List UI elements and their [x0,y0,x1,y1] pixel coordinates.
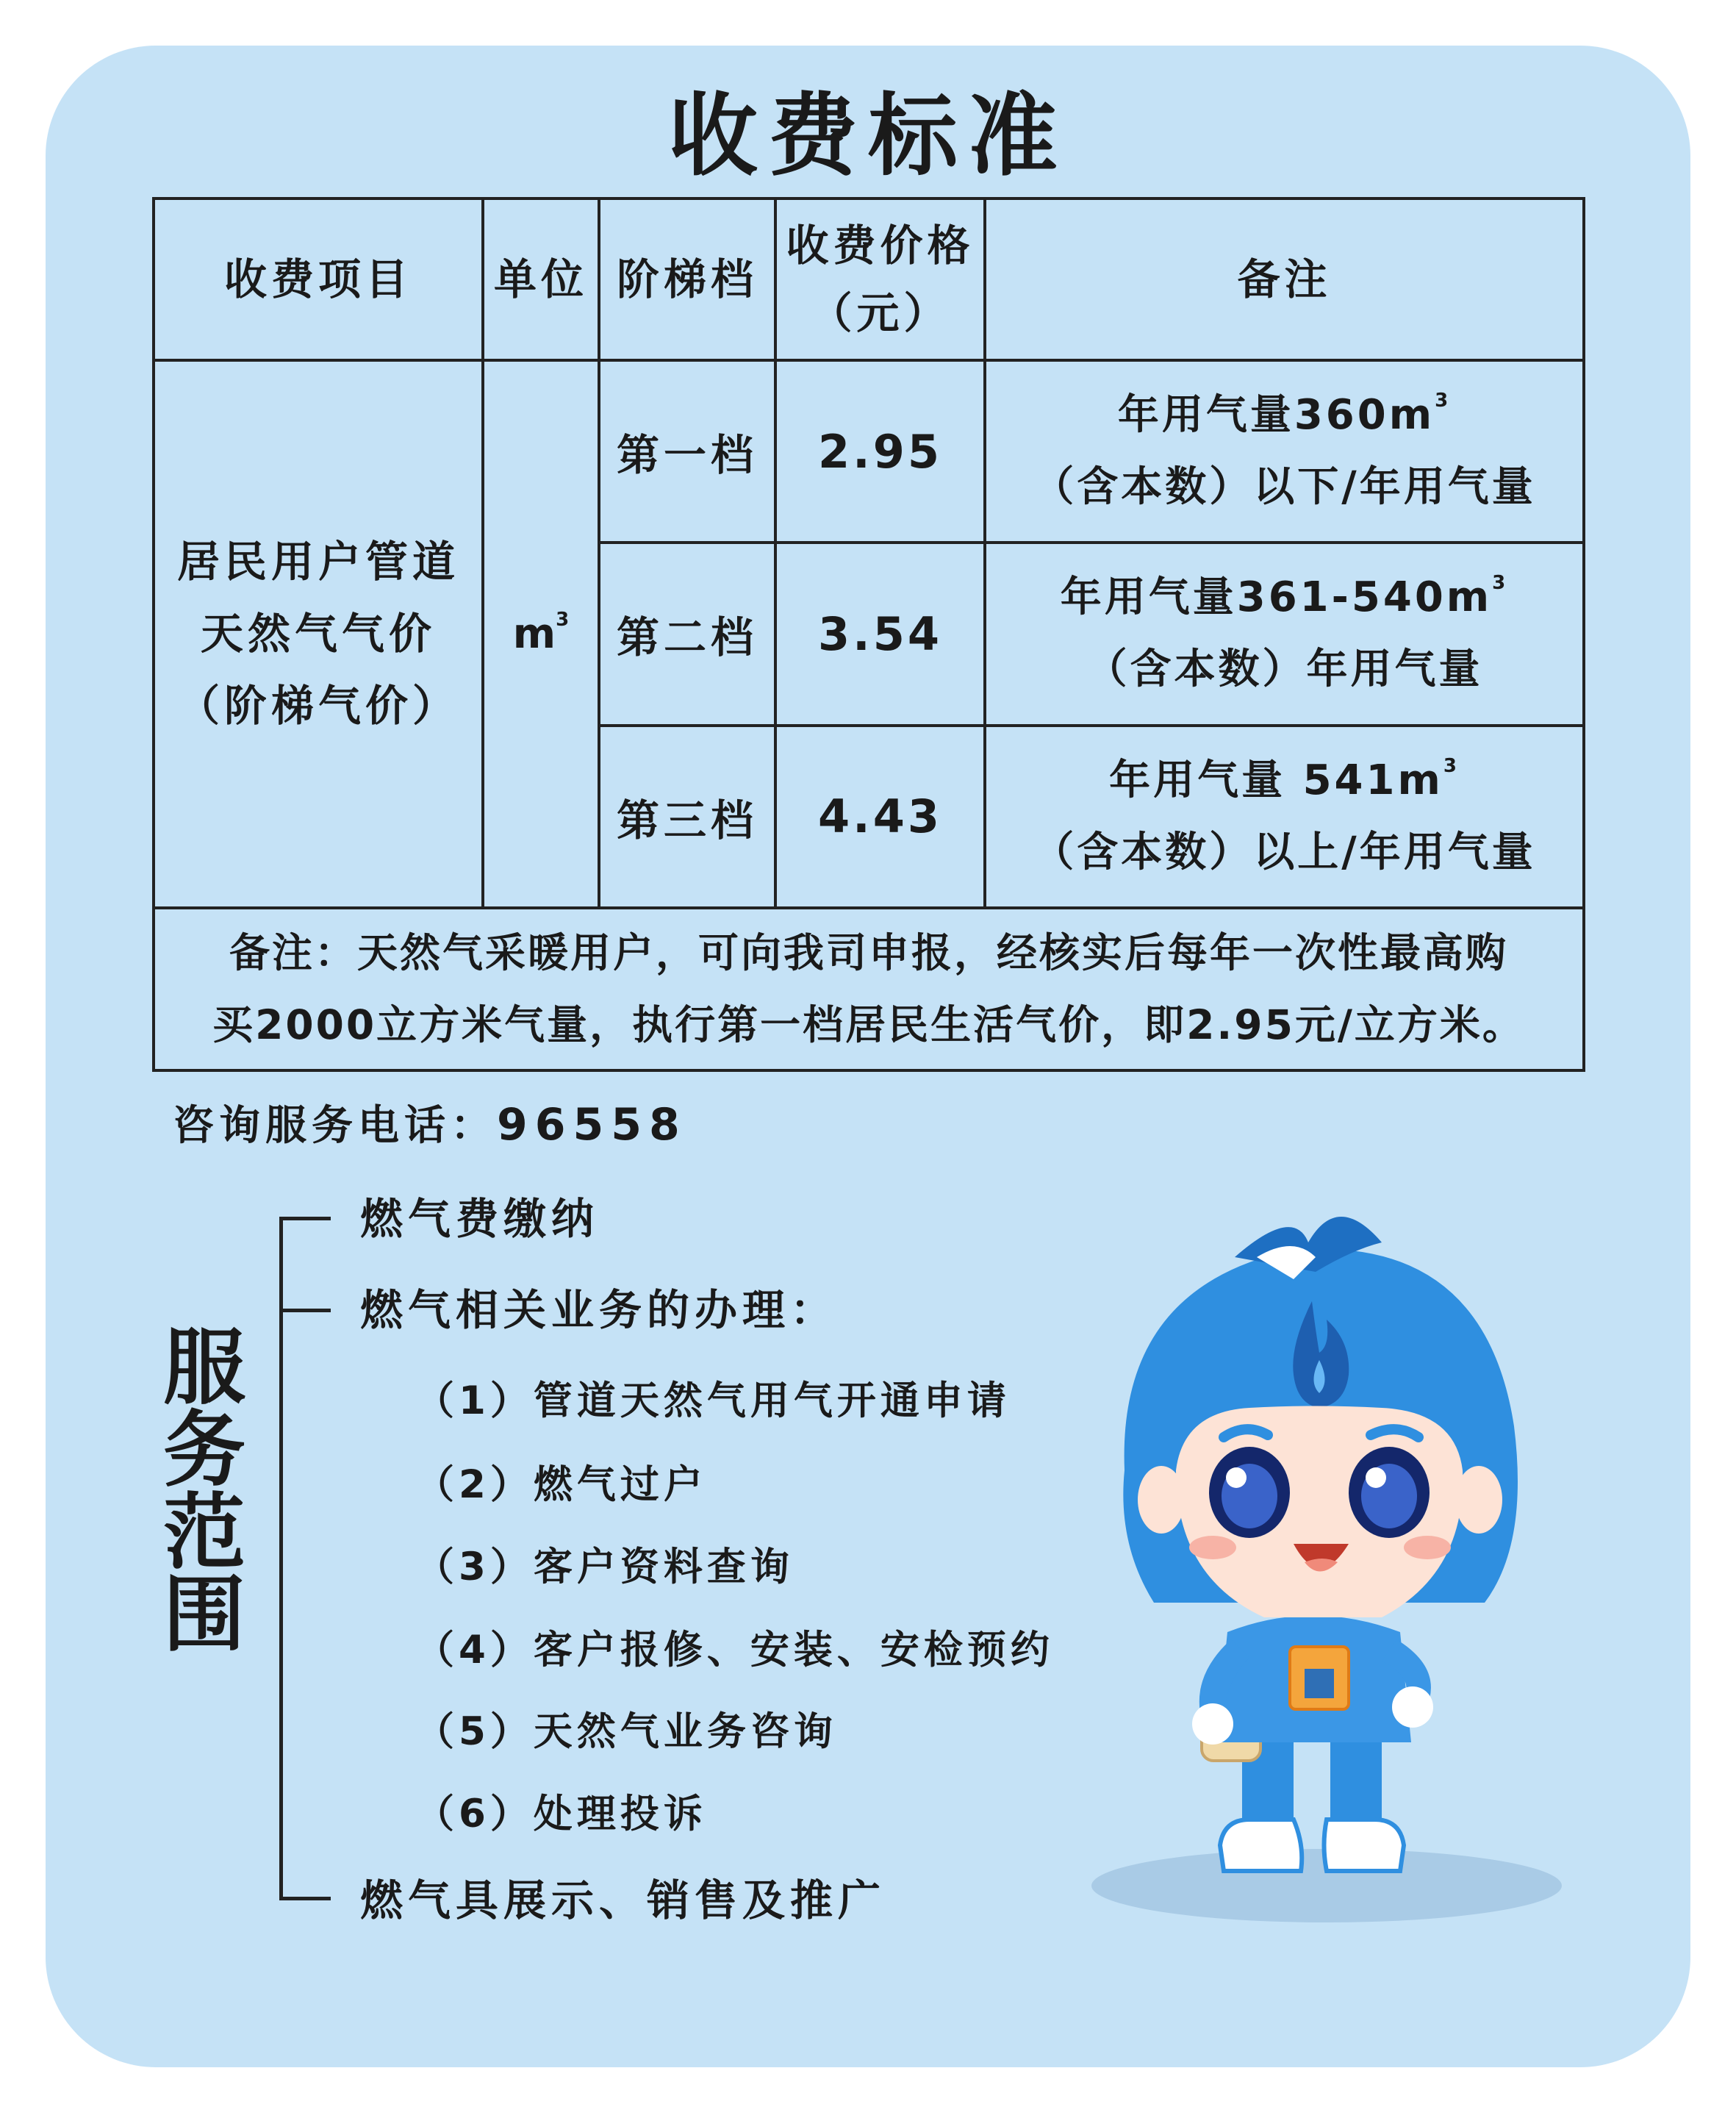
scope-bracket [279,1217,334,1900]
item-line1: 居民用户管道 [176,537,459,587]
price-cell: 3.54 [775,543,985,725]
scope-title-char: 范 [163,1485,245,1581]
scope-sub-item: （3）客户资料查询 [415,1545,794,1589]
scope-item: 燃气具展示、销售及推广 [360,1875,886,1925]
scope-title [160,1320,248,1663]
note-line2: （含本数）以上/年用气量 [1033,828,1536,876]
mascot-hand [1192,1703,1233,1745]
footnote-line1: 备注：天然气采暖用户，可向我司申报，经核实后每年一次性最高购 [229,929,1508,977]
page-title: 收费标准 [668,84,1068,188]
scope-item: 燃气费缴纳 [360,1194,600,1244]
scope-title-char: 务 [163,1403,245,1498]
note-sup: 3 [1435,390,1452,412]
tier-cell: 第一档 [599,360,775,543]
scope-sub-item: （6）处理投诉 [415,1792,707,1836]
bracket-tick [279,1217,331,1220]
note-text: 年用气量360m [1117,391,1435,440]
header-tier: 阶梯档 [599,198,775,360]
note-sup: 3 [1492,572,1509,595]
mascot-shoe [1220,1820,1302,1871]
note-cell [985,360,1584,543]
note-line1 [986,562,1582,634]
mascot-shoe [1324,1820,1405,1871]
scope-sub-item: （2）燃气过户 [415,1462,707,1507]
tier-cell: 第三档 [599,726,775,908]
note-cell [985,726,1584,908]
scope-sub-item: （4）客户报修、安装、安检预约 [415,1628,1054,1672]
note-cell [985,543,1584,725]
note-line1 [986,745,1582,817]
note-line2: （含本数）以下/年用气量 [1033,463,1536,512]
fee-table [152,197,1585,1072]
unit-cell [483,360,599,908]
header-unit: 单位 [483,198,599,360]
note-line2: （含本数）年用气量 [1086,645,1483,694]
header-price-line1: 收费价格 [786,221,975,271]
header-item: 收费项目 [154,198,483,360]
scope-sub-item: （5）天然气业务咨询 [415,1709,837,1754]
scope-title-char: 围 [163,1567,245,1663]
hotline [173,1095,687,1156]
scope-sub-item: （1）管道天然气用气开通申请 [415,1378,1011,1423]
scope-title-char: 服 [163,1320,245,1416]
hotline-label: 咨询服务电话： [173,1102,497,1150]
mascot-illustration [1073,1162,1588,1933]
note-line1 [986,379,1582,451]
header-remark: 备注 [985,198,1584,360]
table-row [154,360,1584,543]
header-price-line2: （元） [809,288,951,339]
unit-text: m [512,609,556,658]
scope-item: 燃气相关业务的办理： [360,1285,839,1335]
hotline-number[interactable]: 96558 [497,1099,687,1151]
note-text: 年用气量361-540m [1060,573,1493,622]
footnote-cell [154,908,1584,1070]
price-cell: 2.95 [775,360,985,543]
tier-cell: 第二档 [599,543,775,725]
price-cell: 4.43 [775,726,985,908]
footnote-line2: 买2000立方米气量，执行第一档居民生活气价，即2.95元/立方米。 [212,1001,1525,1049]
bracket-tick [279,1897,331,1900]
note-text: 年用气量 541m [1109,756,1443,804]
item-cell [154,360,483,908]
note-sup: 3 [1443,754,1460,777]
header-price [775,198,985,360]
unit-sup: 3 [556,608,570,631]
footnote-row [154,908,1584,1070]
item-line3: （阶梯气价） [176,681,459,731]
mascot-hand [1392,1686,1433,1728]
bracket-tick [279,1309,331,1312]
item-line2: 天然气气价 [200,609,436,659]
table-header-row [154,198,1584,360]
